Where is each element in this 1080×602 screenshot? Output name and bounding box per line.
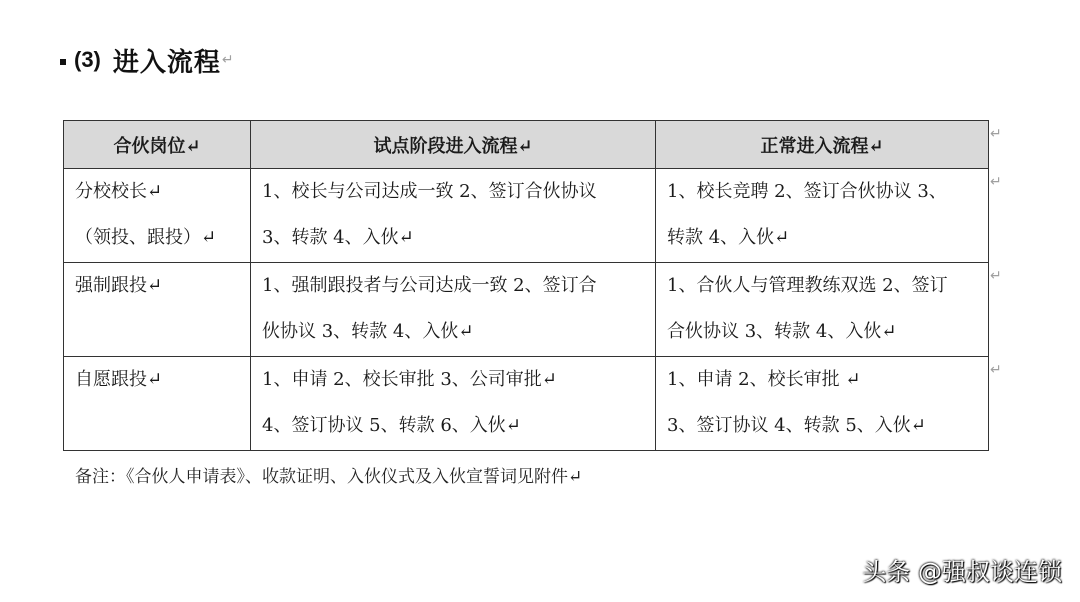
cell-line: 自愿跟投↵ xyxy=(75,369,163,390)
position-cell xyxy=(64,263,251,357)
table-row xyxy=(64,169,989,263)
cell-line: 1、校长与公司达成一致 2、签订合伙协议 xyxy=(262,181,597,202)
table-row xyxy=(64,357,989,451)
normal-flow-cell xyxy=(656,263,989,357)
paragraph-mark-icon: ↵ xyxy=(990,268,1002,284)
pilot-flow-cell xyxy=(251,357,656,451)
cell-line: 伙协议 3、转款 4、入伙↵ xyxy=(262,321,474,342)
header-normal-flow: 正常进入流程↵ xyxy=(656,121,989,169)
cell-line: 1、申请 2、校长审批 ↵ xyxy=(667,369,861,390)
cell-line xyxy=(75,403,239,449)
cell-line: 3、转款 4、入伙↵ xyxy=(262,227,414,248)
section-heading xyxy=(60,40,234,80)
paragraph-mark-icon: ↵ xyxy=(221,52,234,68)
cell-line: （领投、跟投）↵ xyxy=(75,227,217,248)
cell-line: 1、强制跟投者与公司达成一致 2、签订合 xyxy=(262,275,597,296)
pilot-flow-cell xyxy=(251,169,656,263)
cell-line: 强制跟投↵ xyxy=(75,275,163,296)
cell-line: 分校校长↵ xyxy=(75,181,163,202)
entry-flow-table xyxy=(63,120,989,451)
paragraph-mark-icon: ↵ xyxy=(990,126,1002,142)
table-header-row xyxy=(64,121,989,169)
cell-line: 1、校长竞聘 2、签订合伙协议 3、 xyxy=(667,181,947,202)
pilot-flow-cell xyxy=(251,263,656,357)
cell-line: 1、申请 2、校长审批 3、公司审批↵ xyxy=(262,369,557,390)
section-number: (3) xyxy=(74,47,101,72)
cell-line: 合伙协议 3、转款 4、入伙↵ xyxy=(667,321,897,342)
paragraph-mark-icon: ↵ xyxy=(990,174,1002,190)
normal-flow-cell xyxy=(656,169,989,263)
section-title: 进入流程 xyxy=(112,47,221,78)
cell-line: 转款 4、入伙↵ xyxy=(667,227,790,248)
position-cell xyxy=(64,357,251,451)
cell-line: 4、签订协议 5、转款 6、入伙↵ xyxy=(262,415,521,436)
cell-line xyxy=(75,309,239,355)
watermark: 头条 @强叔谈连锁 xyxy=(862,558,1062,586)
header-pilot-flow: 试点阶段进入流程↵ xyxy=(251,121,656,169)
normal-flow-cell xyxy=(656,357,989,451)
position-cell xyxy=(64,169,251,263)
cell-line: 1、合伙人与管理教练双选 2、签订 xyxy=(667,275,948,296)
table-row xyxy=(64,263,989,357)
bullet-icon xyxy=(60,59,66,65)
cell-line: 3、签订协议 4、转款 5、入伙↵ xyxy=(667,415,926,436)
footnote: 备注：《合伙人申请表》、收款证明、入伙仪式及入伙宣誓词见附件↵ xyxy=(75,467,583,487)
header-position: 合伙岗位↵ xyxy=(64,121,251,169)
paragraph-mark-icon: ↵ xyxy=(990,362,1002,378)
